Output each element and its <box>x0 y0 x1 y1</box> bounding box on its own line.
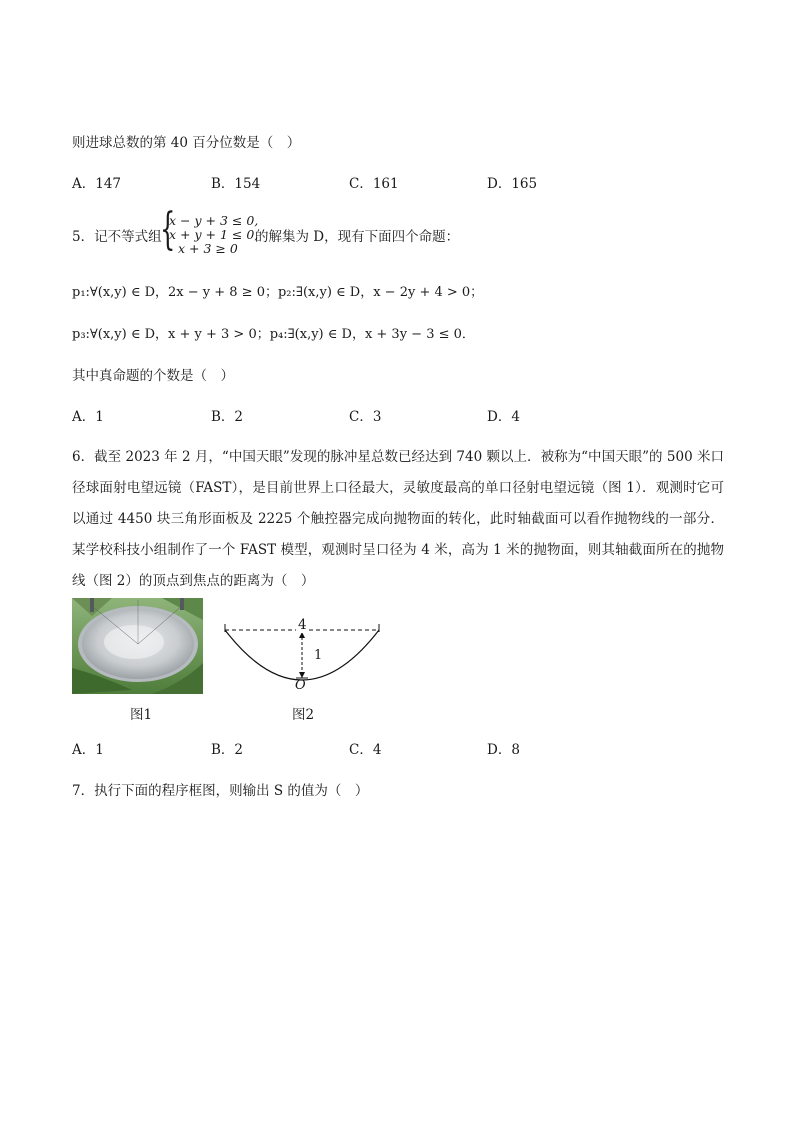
q6-option-b: B．2 <box>211 742 244 758</box>
q5-option-a: A．1 <box>72 409 104 425</box>
q6-option-c: C．4 <box>349 742 382 758</box>
q6-option-d: D．8 <box>487 742 520 758</box>
q5-suffix: 的解集为 D，现有下面四个命题： <box>255 229 460 245</box>
q4-options <box>72 174 632 194</box>
system-row-1: x − y + 3 ≤ 0, <box>169 213 259 228</box>
q6-text: 6．截至 2023 年 2 月，“中国天眼”发现的脉冲星总数已经达到 740 颗以上．被称为“中国天眼”的 500 米口径球面射电望远镜（FAST），是目前世界上口径最大，灵敏度最高的单口径射电望远镜（图 1）．观测时它可以通过 4450 块三角形面板及 2225 个触控器完成向抛物面的转化，此时轴截面可以看作抛物线的一部分．某学校科技小组制作了一个 FAST 模型，观测时呈口径为 4 米，高为 1 米的抛物面，则其轴截面所在的抛物线（图 2）的顶点到焦点的距离为（ ） <box>72 449 724 589</box>
system-row-3: x + 3 ≥ 0 <box>178 241 238 256</box>
q5-prefix: 5．记不等式组 <box>72 229 162 245</box>
q5-propositions-2: p₃:∀(x,y) ∈ D，x + y + 3 > 0；p₄:∃(x,y) ∈ D，x + 3y − 3 ≤ 0． <box>72 327 475 342</box>
q5-question: 其中真命题的个数是（ ） <box>72 368 234 384</box>
q5-option-b: B．2 <box>211 409 244 425</box>
q6-options <box>72 740 632 760</box>
q4-option-b: B．154 <box>211 176 261 192</box>
height-label: 1 <box>314 648 323 663</box>
figure-2-caption: 图2 <box>292 707 315 723</box>
q7-text: 7．执行下面的程序框图，则输出 S 的值为（ ） <box>72 783 369 799</box>
q5-option-c: C．3 <box>349 409 382 425</box>
fast-telescope-photo <box>72 598 203 694</box>
q6-option-a: A．1 <box>72 742 104 758</box>
system-brace: { <box>160 204 176 255</box>
q5-options <box>72 407 632 427</box>
width-label: 4 <box>298 617 307 633</box>
q4-option-c: C．161 <box>349 176 399 192</box>
system-row-2: x + y + 1 ≤ 0, <box>169 227 259 242</box>
vertex-label: O <box>295 678 306 693</box>
q4-option-a: A．147 <box>72 176 122 192</box>
figure-1-caption: 图1 <box>130 707 153 723</box>
q5-propositions-1: p₁:∀(x,y) ∈ D，2x − y + 8 ≥ 0；p₂:∃(x,y) ∈ D，x − 2y + 4 > 0； <box>72 285 484 300</box>
q4-stem: 则进球总数的第 40 百分位数是（ ） <box>72 135 301 151</box>
q5-option-d: D．4 <box>487 409 520 425</box>
q4-option-d: D．165 <box>487 176 538 192</box>
